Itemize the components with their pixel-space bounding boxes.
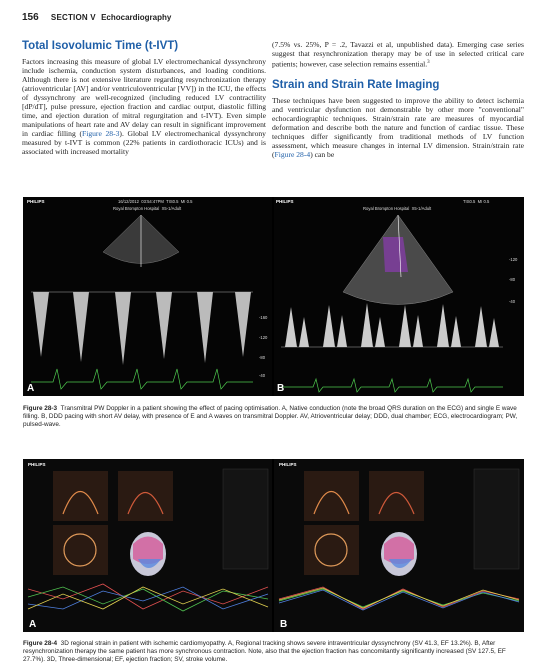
- hospital-info: Royal Brompton Hospital X5-1/Adult: [113, 206, 182, 211]
- body-paragraph: (7.5% vs. 25%, P = .2, Tavazzi et al, unpublished data). Emerging case series suggest that resynchronization therapy may be of use in selected critical care patients; however, case selection remains essential.$^3$: [272, 40, 524, 69]
- view-b2: [369, 471, 424, 521]
- left-column: [22, 40, 266, 157]
- figure-reference-link[interactable]: Figure 28-3: [81, 129, 120, 139]
- caption-text: 3D regional strain in patient with ischemic cardiomyopathy. A, Regional tracking shows severe intraventricular dyssynchrony (SV 41.3, EF 13.2%). B, After resynchronization therapy the same patient has more synchronous contraction. Note, also that the ejection fraction has concomitantly significantly increased (SV 127.5, EF 27.7%). 3D, Three-dimensional; EF, ejection fraction; SV, stroke volume.: [23, 640, 506, 663]
- page-number: 156: [22, 12, 39, 23]
- scale-tick: -120: [259, 335, 268, 340]
- right-column: [272, 40, 524, 159]
- caption-label: Figure 28-3: [23, 405, 58, 412]
- scale-tick: -120: [509, 257, 518, 262]
- figure-28-4-image: [23, 459, 524, 632]
- brand-logo: PHILIPS: [276, 199, 294, 204]
- figure-28-4-caption: [23, 640, 523, 664]
- scale-tick: -80: [509, 277, 516, 282]
- running-header: [22, 12, 171, 23]
- panel-label-b: B: [280, 619, 288, 630]
- view-b1: [304, 471, 359, 521]
- body-paragraph: Factors increasing this measure of global LV electromechanical dyssynchrony include ischemia, conduction system disturbances, and loading conditions. Although there is not extensive literature regarding resynchronization therapy (atrioventricular [AV] and/or ventriculoventricular [VV]) in the ICU, the effects of dyssynchrony are well-recognized (including reduced LV contractility [dP/dT], pulse pressure, ejection fraction and cardiac output, diastolic filling time, and ejection duration of mitral regurgitation and t-IVT). Even simple manipulations of heart rate and AV delay can result in significant improvement in cardiac filling (Figure 28-3). Global LV electromechanical dyssynchrony measured by t-IVT is common (22% patients in cardiothoracic ICUs) and is associated with increased mortality: [22, 57, 266, 157]
- caption-text: Transmitral PW Doppler in a patient showing the effect of pacing optimisation. A, Native conduction (note the broad QRS duration on the ECG) and single E wave filling. B, DDD pacing with short AV delay, with presence of E and A waves on transmitral Doppler. AV, Atrioventricular delay; DDD, dual chamber; ECG, electrocardiogram; PW, pulsed-wave.: [23, 405, 518, 428]
- caption-label: Figure 28-4: [23, 640, 58, 647]
- strain-curves-a: [28, 584, 268, 611]
- ecg-trace-a: [31, 369, 253, 389]
- view-a3: [53, 525, 108, 575]
- doppler-graphics: [23, 197, 524, 396]
- section-heading: Total Isovolumic Time (t-IVT): [22, 40, 179, 52]
- scale-tick: -40: [259, 373, 266, 378]
- hospital-info: Royal Brompton Hospital X5-1/Adult: [363, 206, 432, 211]
- view-a2: [118, 471, 173, 521]
- strain-graphics: [23, 459, 524, 632]
- panel-label-b: B: [277, 383, 285, 394]
- figure-reference-link[interactable]: Figure 28-4: [274, 149, 311, 159]
- scale-tick: -80: [259, 355, 266, 360]
- brand-logo: PHILIPS: [279, 462, 297, 467]
- scan-info: TIS0.5 MI 0.5: [463, 199, 490, 204]
- section-heading: Strain and Strain Rate Imaging: [272, 78, 440, 91]
- strain-curves-b: [279, 587, 519, 610]
- panel-label-a: A: [27, 383, 35, 394]
- panel-label-a: A: [29, 619, 37, 630]
- brand-logo: PHILIPS: [27, 199, 45, 204]
- body-paragraph: These techniques have been suggested to improve the ability to detect ischemia and ventricular dysfunction not demonstrable by other more "conventional" echocardiographic techniques. Strain/strain rate are measures of myocardial deformation and describe both the nature and function of cardiac tissue. These techniques differ significantly from traditional methods of LV function assessment, which measure changes in internal LV dimension. Strain/strain rate (Figure 28-4) can be: [272, 95, 524, 159]
- scale-tick: -40: [509, 299, 516, 304]
- spectral-waves-b: [285, 303, 499, 347]
- section-label: SECTION V: [50, 13, 96, 22]
- view-a1: [53, 471, 108, 521]
- figure-28-3-caption: [23, 405, 523, 429]
- ecg-trace-b: [281, 379, 503, 392]
- view-b3: [304, 525, 359, 575]
- chapter-title: Echocardiography: [101, 13, 172, 22]
- scale-tick: -160: [259, 315, 268, 320]
- figure-28-3-image: [23, 197, 524, 396]
- spectral-waves-a: [33, 292, 251, 365]
- brand-logo: PHILIPS: [28, 462, 46, 467]
- scan-info: 16/12/2012 03:54:47PM TIS0.5 MI 0.5: [118, 199, 193, 204]
